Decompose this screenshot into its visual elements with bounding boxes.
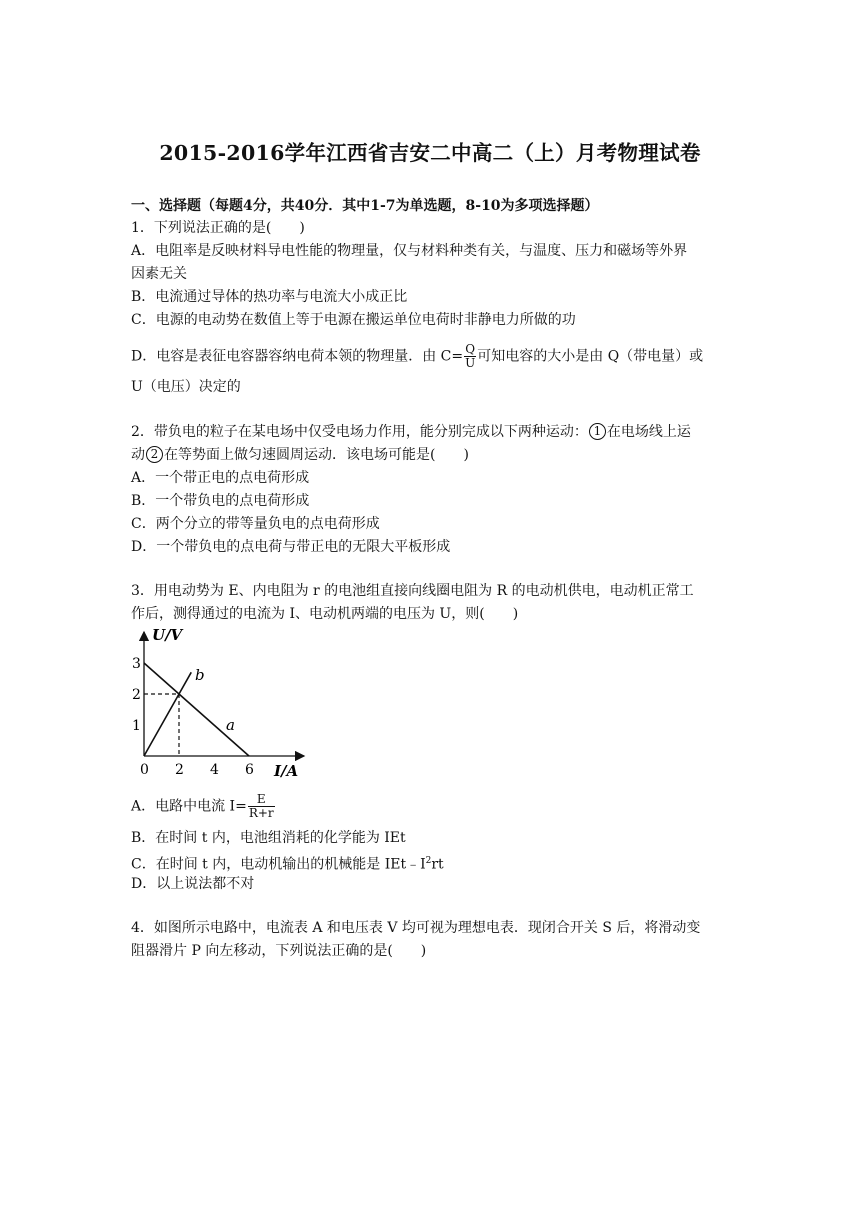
fraction-denominator: R+r [248, 806, 274, 820]
q1-option-b: B．电流通过导体的热功率与电流大小成正比 [131, 289, 408, 305]
line-a-label: a [226, 716, 235, 734]
y-tick-label: 2 [132, 687, 141, 703]
q2-stem2-post: 在等势面上做匀速圆周运动．该电场可能是( ) [164, 447, 469, 463]
circled-number-1: 1 [589, 423, 606, 440]
y-tick-label: 1 [132, 718, 141, 734]
q2-stem2-pre: 动 [131, 447, 145, 463]
q2-stem-pre: 2．带负电的粒子在某电场中仅受电场力作用，能分别完成以下两种运动： [131, 424, 588, 440]
current-fraction [248, 793, 275, 820]
capacitance-fraction [464, 343, 476, 370]
y-tick-label: 3 [132, 656, 141, 672]
q1-option-d-post: 可知电容的大小是由 Q（带电量）或 [477, 348, 704, 365]
u-i-graph [124, 624, 314, 784]
fraction-numerator: Q [465, 342, 476, 356]
q3-option-a-pre: A．电路中电流 I= [131, 798, 247, 815]
q3-option-c-pre: C．在时间 t 内，电动机输出的机械能是 IEt﹣I [131, 856, 426, 873]
circled-number-2: 2 [146, 446, 163, 463]
q1-option-c: C．电源的电动势在数值上等于电源在搬运单位电荷时非静电力所做的功 [131, 312, 576, 328]
fraction-denominator: U [465, 356, 476, 370]
q1-option-a-line1: A．电阻率是反映材料导电性能的物理量，仅与材料种类有关，与温度、压力和磁场等外界 [131, 243, 688, 259]
q2-stem-post: 在电场线上运 [606, 424, 691, 440]
q3-option-a [131, 793, 731, 820]
x-axis-label: I/A [274, 762, 299, 780]
q2-option-b: B．一个带负电的点电荷形成 [131, 493, 310, 509]
q3-option-d: D．以上说法都不对 [131, 876, 255, 892]
q1-option-d-line2: U（电压）决定的 [131, 379, 241, 395]
x-tick-label: 4 [210, 762, 219, 778]
y-axis-label: U/V [152, 626, 183, 644]
q3-option-c [131, 851, 731, 875]
q3-stem-line2: 作后，测得通过的电流为 I、电动机两端的电压为 U，则( ) [131, 606, 519, 622]
q3-stem-line1: 3．用电动势为 E、内电阻为 r 的电池组直接向线圈电阻为 R 的电动机供电，电动机正常工 [131, 583, 694, 599]
q4-stem-line1: 4．如图所示电路中，电流表 A 和电压表 V 均可视为理想电表．现闭合开关 S 后，将滑动变 [131, 920, 701, 936]
section-heading: 一、选择题（每题4分，共40分．其中1-7为单选题，8-10为多项选择题） [131, 198, 599, 214]
page-title: 2015-2016学年江西省吉安二中高二（上）月考物理试卷 [159, 141, 701, 165]
q3-option-b: B．在时间 t 内，电池组消耗的化学能为 IEt [131, 830, 406, 846]
q2-option-a: A．一个带正电的点电荷形成 [131, 470, 310, 486]
q1-stem: 1．下列说法正确的是( ) [131, 220, 305, 236]
tick-labels [132, 656, 254, 778]
x-tick-label: 2 [175, 762, 184, 778]
q3-option-c-sup: 2 [425, 856, 432, 866]
line-b-label: b [195, 666, 205, 684]
q1-option-a-line2: 因素无关 [131, 266, 187, 282]
fraction-numerator: E [248, 793, 275, 807]
q1-option-d [131, 343, 731, 370]
x-tick-label: 6 [245, 762, 254, 778]
q4-stem-line2: 阻器滑片 P 向左移动，下列说法正确的是( ) [131, 943, 427, 959]
q1-option-d-pre: D．电容是表征电容器容纳电荷本领的物理量．由 C= [131, 348, 464, 365]
q2-stem-line1 [131, 422, 731, 442]
q3-option-c-post: rt [431, 856, 444, 873]
q2-option-d: D．一个带负电的点电荷与带正电的无限大平板形成 [131, 539, 451, 555]
q2-stem-line2 [131, 445, 731, 465]
origin-label: 0 [140, 762, 149, 778]
q2-option-c: C．两个分立的带等量负电的点电荷形成 [131, 516, 380, 532]
